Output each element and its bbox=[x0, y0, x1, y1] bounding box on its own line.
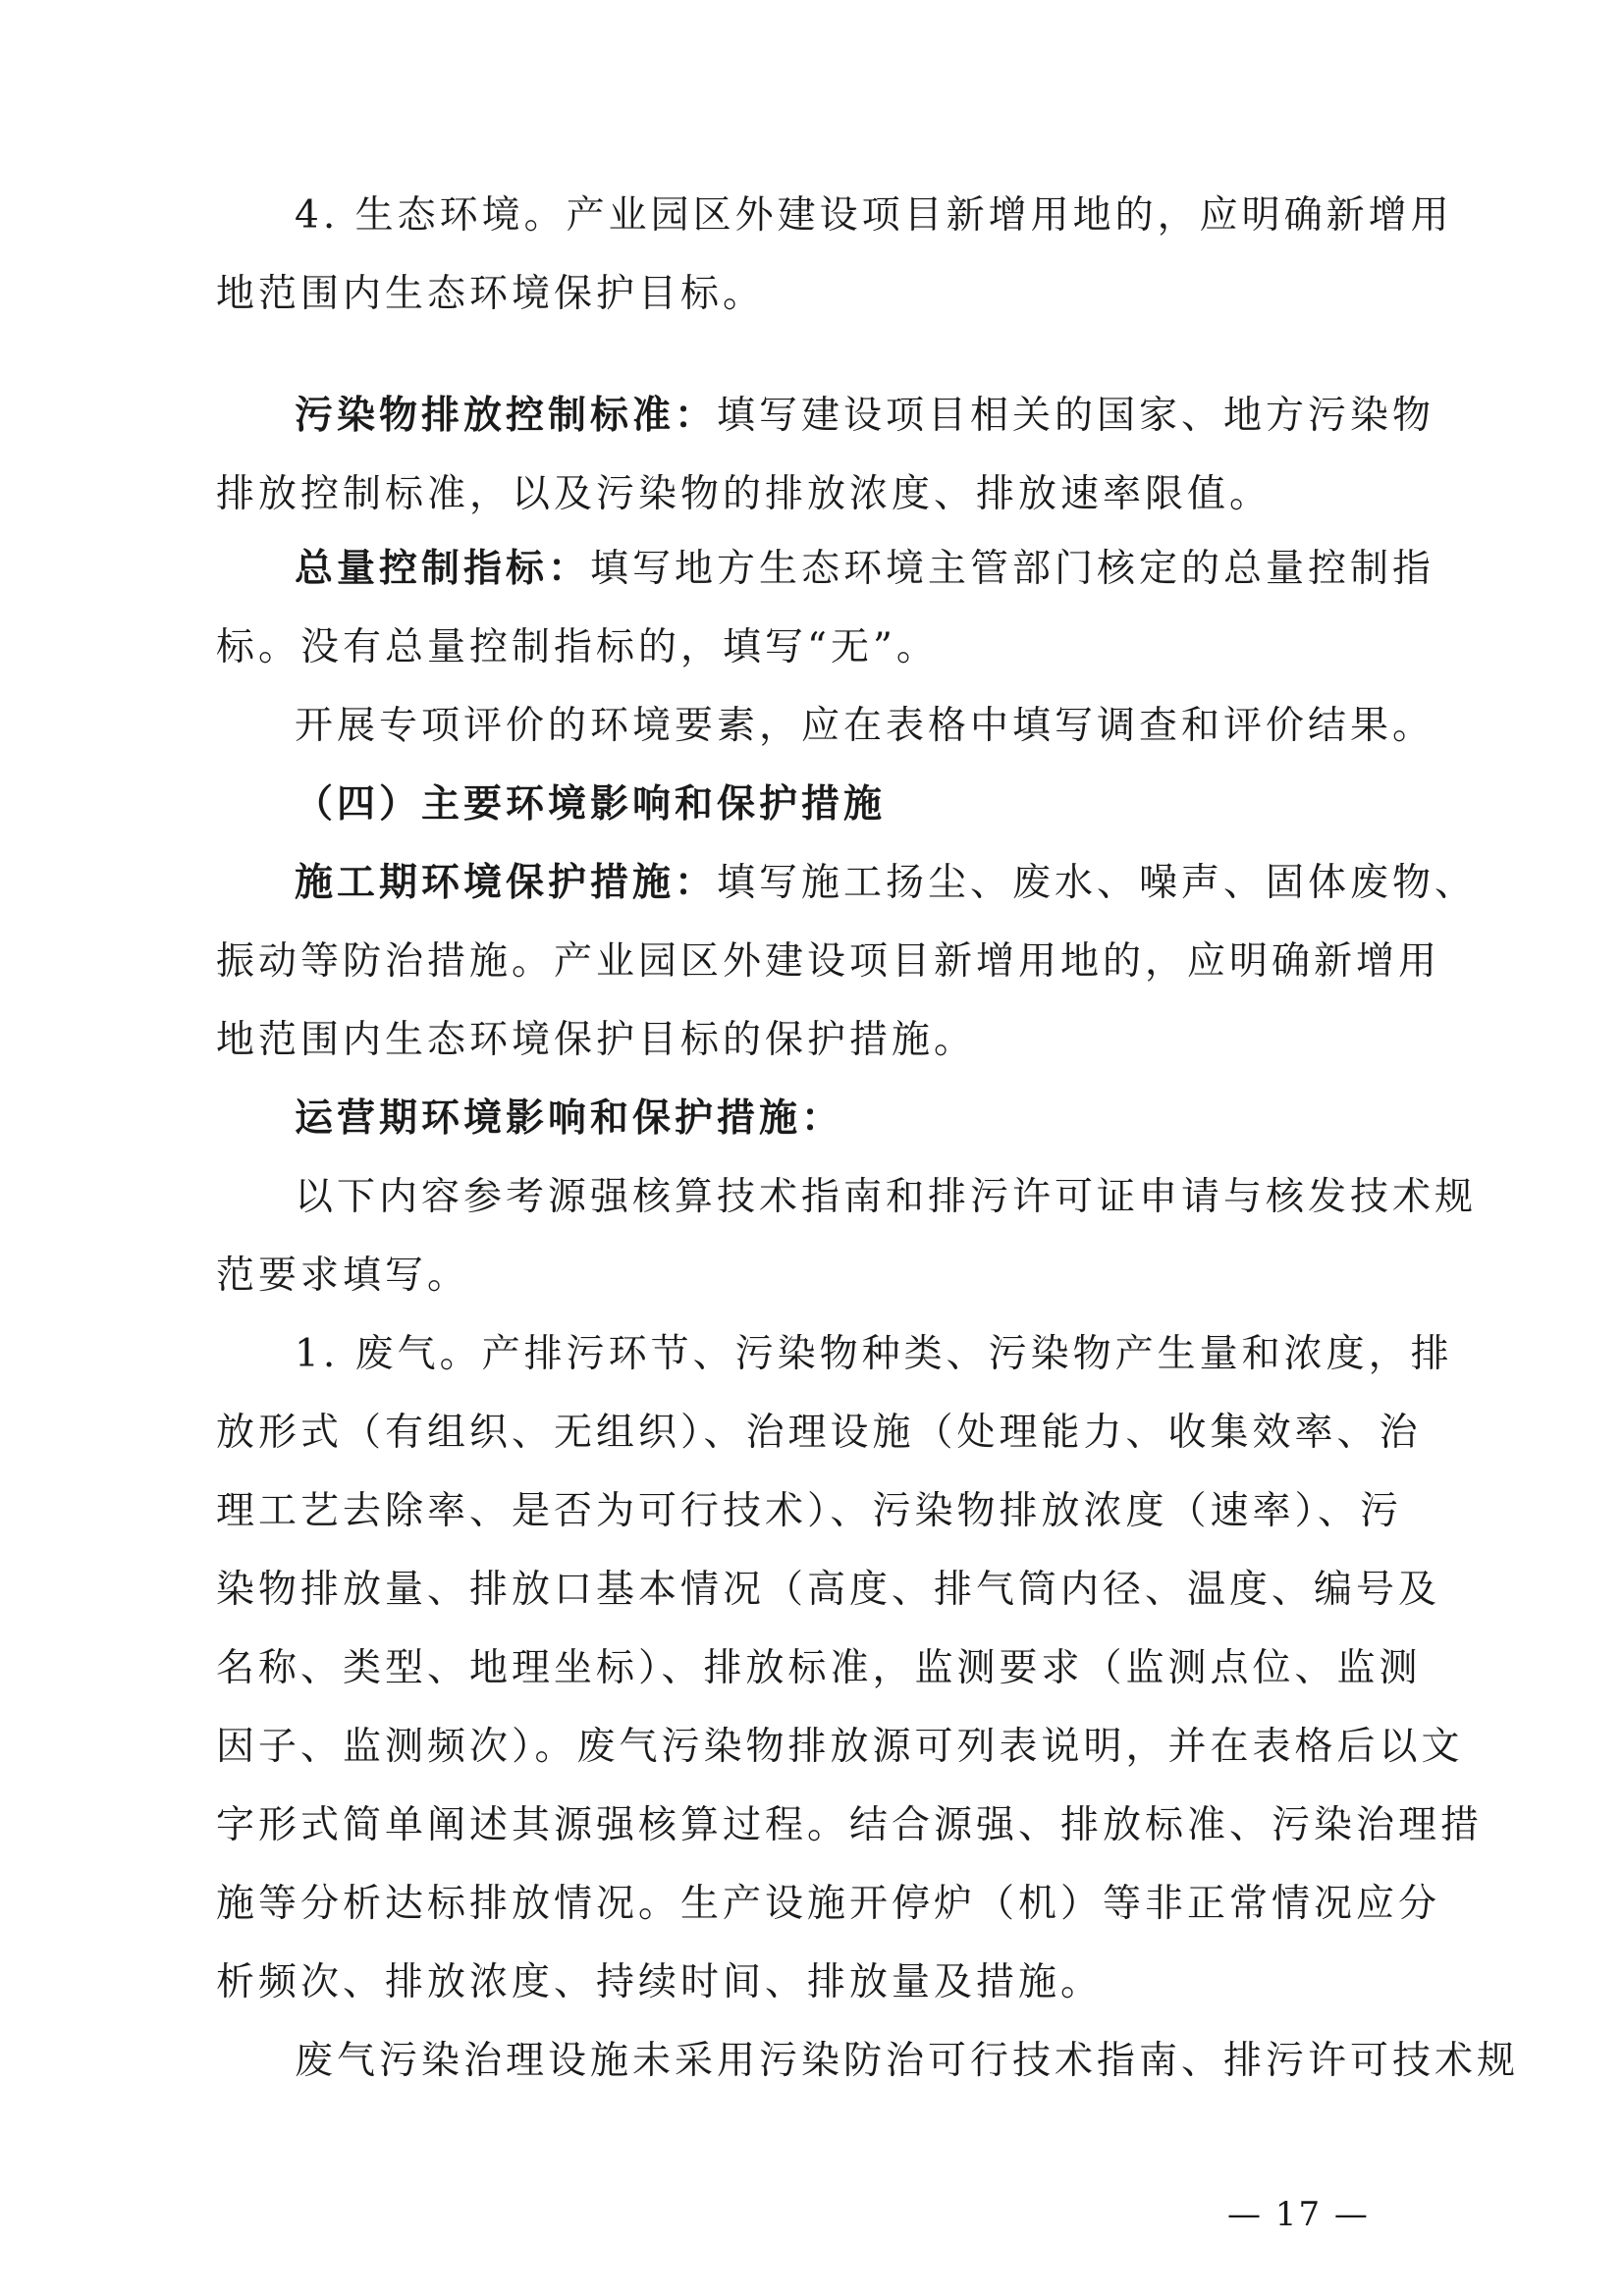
paragraph-line bbox=[295, 193, 1453, 238]
bold-heading: 总量控制指标： bbox=[295, 546, 591, 591]
body-text: 地范围内生态环境保护目标。 bbox=[216, 272, 766, 316]
paragraph-line bbox=[216, 625, 1434, 669]
paragraph-line bbox=[295, 860, 1478, 905]
paragraph-line bbox=[295, 704, 1435, 748]
body-text: 废气污染治理设施未采用污染防治可行技术指南、排污许可技术规 bbox=[295, 2039, 1520, 2083]
paragraph-line bbox=[216, 1568, 1441, 1612]
body-text: 填写地方生态环境主管部门核定的总量控制指 bbox=[590, 547, 1435, 591]
body-text: 染物排放量、排放口基本情况（高度、排气筒内径、温度、编号及 bbox=[216, 1568, 1441, 1612]
bold-heading: 施工期环境保护措施： bbox=[295, 860, 718, 905]
paragraph-line bbox=[216, 1489, 1434, 1533]
paragraph-line bbox=[216, 1646, 1434, 1690]
paragraph-line bbox=[295, 1332, 1453, 1376]
bold-heading: （四）主要环境影响和保护措施 bbox=[295, 781, 887, 827]
body-text: 填写施工扬尘、废水、噪声、固体废物、 bbox=[717, 861, 1478, 905]
paragraph-line bbox=[295, 393, 1435, 438]
paragraph-line bbox=[216, 472, 1434, 516]
paragraph-line bbox=[216, 272, 1434, 316]
paragraph-line bbox=[216, 939, 1441, 984]
section-heading bbox=[295, 781, 1434, 827]
paragraph-line bbox=[295, 1175, 1478, 1219]
paragraph-line bbox=[216, 1725, 1464, 1769]
body-text: 放形式（有组织、无组织）、治理设施（处理能力、收集效率、治 bbox=[216, 1411, 1422, 1455]
paragraph-line bbox=[295, 2039, 1520, 2083]
body-text: 开展专项评价的环境要素，应在表格中填写调查和评价结果。 bbox=[295, 704, 1435, 748]
body-text: 因子、监测频次）。废气污染物排放源可列表说明，并在表格后以文 bbox=[216, 1725, 1464, 1769]
body-text: 析频次、排放浓度、持续时间、排放量及措施。 bbox=[216, 1960, 1104, 2004]
body-text: 以下内容参考源强核算技术指南和排污许可证申请与核发技术规 bbox=[295, 1175, 1478, 1219]
bold-heading: 污染物排放控制标准： bbox=[295, 393, 718, 438]
paragraph-line bbox=[216, 1254, 1434, 1298]
bold-heading: 运营期环境影响和保护措施： bbox=[295, 1095, 844, 1141]
page-number: — 17 — bbox=[1227, 2195, 1370, 2234]
paragraph-line bbox=[216, 1960, 1434, 2004]
section-heading bbox=[295, 1095, 1434, 1141]
body-text: 施等分析达标排放情况。生产设施开停炉（机）等非正常情况应分 bbox=[216, 1882, 1441, 1926]
body-text: 振动等防治措施。产业园区外建设项目新增用地的，应明确新增用 bbox=[216, 939, 1441, 984]
paragraph-line bbox=[216, 1803, 1484, 1847]
body-text: 名称、类型、地理坐标）、排放标准，监测要求（监测点位、监测 bbox=[216, 1646, 1422, 1690]
body-text: 理工艺去除率、是否为可行技术）、污染物排放浓度（速率）、污 bbox=[216, 1489, 1403, 1533]
paragraph-line bbox=[216, 1882, 1441, 1926]
body-text: 字形式简单阐述其源强核算过程。结合源强、排放标准、污染治理措 bbox=[216, 1803, 1484, 1847]
paragraph-line bbox=[216, 1018, 1434, 1062]
body-text: 填写建设项目相关的国家、地方污染物 bbox=[717, 394, 1435, 438]
body-text: 4. 生态环境。产业园区外建设项目新增用地的，应明确新增用 bbox=[295, 193, 1453, 238]
body-text: 范要求填写。 bbox=[216, 1254, 470, 1298]
body-text: 标。没有总量控制指标的，填写“无”。 bbox=[216, 625, 939, 669]
paragraph-line bbox=[295, 546, 1435, 591]
body-text: 1. 废气。产排污环节、污染物种类、污染物产生量和浓度，排 bbox=[295, 1332, 1453, 1376]
body-text: 排放控制标准，以及污染物的排放浓度、排放速率限值。 bbox=[216, 472, 1272, 516]
paragraph-line bbox=[216, 1411, 1434, 1455]
body-text: 地范围内生态环境保护目标的保护措施。 bbox=[216, 1018, 977, 1062]
